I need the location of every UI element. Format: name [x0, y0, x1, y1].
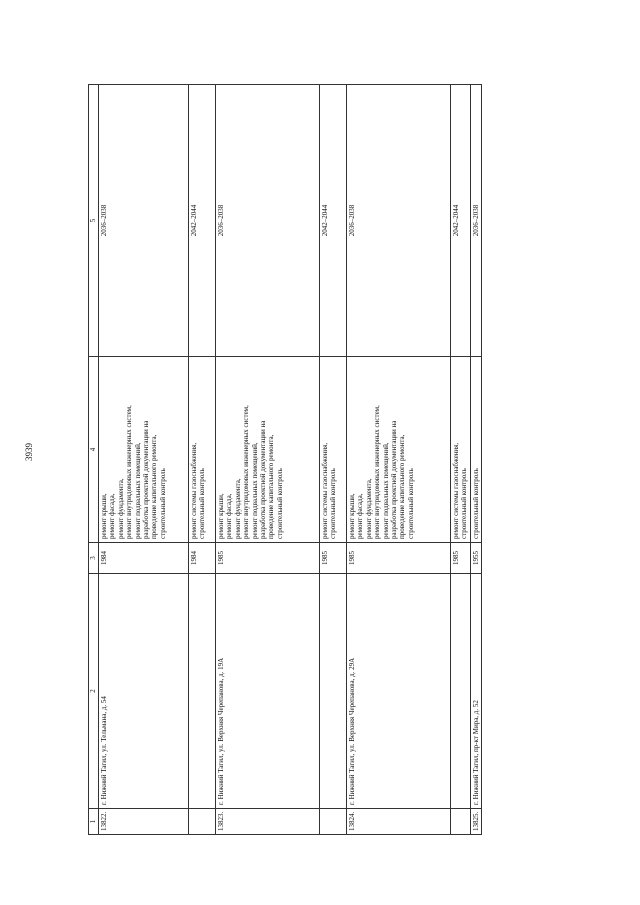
year-cell: 1985: [320, 543, 347, 574]
table-row: [216, 85, 320, 835]
year-cell: 1984: [189, 543, 216, 574]
works-cell: [189, 357, 216, 543]
work-item: проведение капитального ремонта,: [398, 434, 407, 539]
row-number: [451, 809, 471, 835]
column-header-4: 4: [89, 357, 99, 543]
row-number: [189, 809, 216, 835]
column-header-3: 3: [89, 543, 99, 574]
address-cell: [451, 574, 471, 809]
works-cell: [216, 357, 320, 543]
work-item: ремонт фундамента,: [364, 478, 373, 539]
work-item: строительный контроль: [406, 468, 415, 539]
work-item: ремонт крыши,: [100, 493, 108, 539]
works-cell: [347, 357, 451, 543]
works-cell: [451, 357, 471, 543]
work-item: разработка проектной документации на: [259, 420, 268, 539]
row-number: 13825.: [470, 809, 481, 835]
column-header-2: 2: [89, 574, 99, 809]
work-item: ремонт фундамента,: [116, 478, 125, 539]
row-number: 13824.: [347, 809, 451, 835]
work-item: ремонт крыши,: [217, 493, 225, 539]
work-item: строительный контроль: [460, 468, 469, 539]
work-item: строительный контроль: [198, 468, 207, 539]
work-item: строительный контроль: [471, 468, 480, 539]
table-row: [451, 85, 471, 835]
work-item: ремонт подвальных помещений,: [381, 442, 390, 539]
address-cell: г. Нижний Тагил, пр-кт Мира, д. 52: [470, 574, 481, 809]
address-cell: [189, 574, 216, 809]
works-cell: [470, 357, 481, 543]
table-row: [99, 85, 189, 835]
period-cell: 2036–2038: [99, 85, 189, 357]
work-item: ремонт внутридомовых инженерных систем,: [242, 405, 251, 539]
table-row: [189, 85, 216, 835]
period-cell: 2042–2044: [451, 85, 471, 357]
works-cell: [99, 357, 189, 543]
year-cell: 1955: [470, 543, 481, 574]
address-cell: г. Нижний Тагил, ул. Тельмана, д. 54: [99, 574, 189, 809]
work-item: разработка проектной документации на: [142, 420, 151, 539]
header-row: [89, 85, 99, 835]
period-cell: 2036–2038: [347, 85, 451, 357]
work-item: строительный контроль: [275, 468, 284, 539]
year-cell: 1985: [216, 543, 320, 574]
period-cell: 2036–2038: [216, 85, 320, 357]
column-header-1: 1: [89, 809, 99, 835]
rotated-table-container: [88, 85, 483, 835]
row-number: [320, 809, 347, 835]
work-item: ремонт фасада,: [356, 493, 365, 539]
work-item: ремонт фасада,: [108, 493, 117, 539]
period-cell: 2042–2044: [189, 85, 216, 357]
work-item: ремонт внутридомовых инженерных систем,: [373, 405, 382, 539]
work-item: ремонт системы газоснабжения,: [321, 442, 329, 539]
work-item: ремонт подвальных помещений,: [133, 442, 142, 539]
work-item: ремонт системы газоснабжения,: [452, 442, 460, 539]
address-cell: [320, 574, 347, 809]
period-cell: 2036–2038: [470, 85, 481, 357]
work-item: ремонт фасада,: [225, 493, 234, 539]
table-row: [347, 85, 451, 835]
year-cell: 1985: [451, 543, 471, 574]
address-cell: г. Нижний Тагил, ул. Верхняя Черепанова, д. 29А: [347, 574, 451, 809]
work-item: ремонт системы газоснабжения,: [190, 442, 198, 539]
work-item: ремонт фундамента,: [233, 478, 242, 539]
table-row: [470, 85, 481, 835]
period-cell: 2042–2044: [320, 85, 347, 357]
page-number: 3939: [24, 443, 34, 461]
works-cell: [320, 357, 347, 543]
column-header-5: 5: [89, 85, 99, 357]
work-item: разработка проектной документации на: [390, 420, 399, 539]
table-body: [99, 85, 482, 835]
work-item: строительный контроль: [329, 468, 338, 539]
address-cell: г. Нижний Тагил, ул. Верхняя Черепанова, д. 19А: [216, 574, 320, 809]
work-item: ремонт подвальных помещений,: [250, 442, 259, 539]
capital-repair-table: [88, 84, 482, 835]
table-row: [320, 85, 347, 835]
work-item: ремонт внутридомовых инженерных систем,: [125, 405, 134, 539]
year-cell: 1985: [347, 543, 451, 574]
work-item: проведение капитального ремонта,: [267, 434, 276, 539]
row-number: 13823.: [216, 809, 320, 835]
row-number: 13822.: [99, 809, 189, 835]
work-item: проведение капитального ремонта,: [150, 434, 159, 539]
year-cell: 1984: [99, 543, 189, 574]
work-item: строительный контроль: [158, 468, 167, 539]
work-item: ремонт крыши,: [348, 493, 356, 539]
